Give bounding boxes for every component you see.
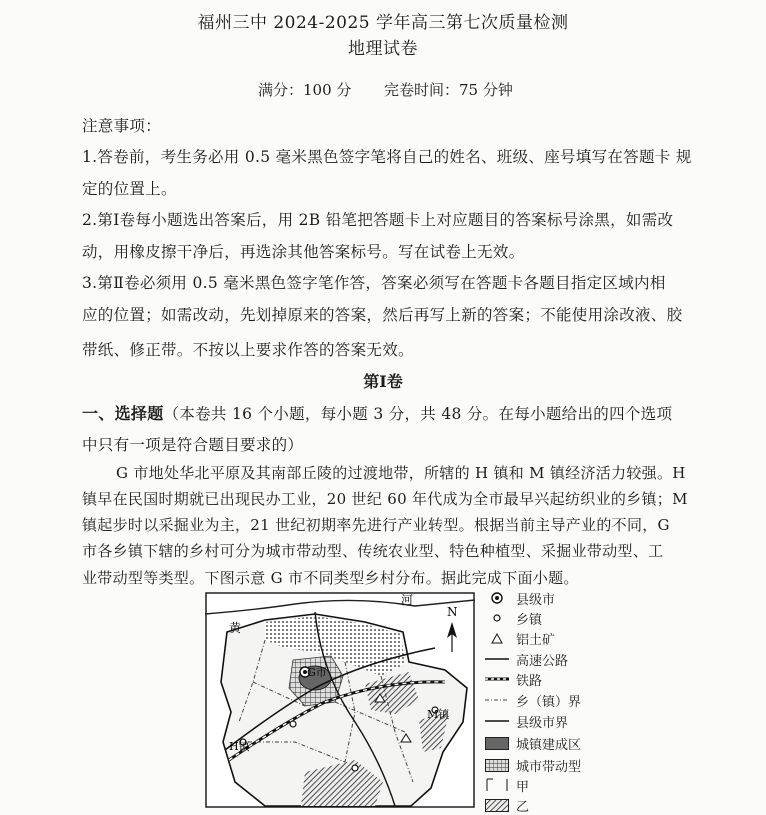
legend-item: 甲 [484, 776, 529, 794]
legend-item: 城市带动型 [484, 756, 581, 774]
notes-line: 动，用橡皮擦干净后，再选涂其他答案标号。写在试卷上无效。 [82, 243, 525, 261]
legend-item: 铝土矿 [484, 629, 555, 647]
part-description-cont: 中只有一项是符合题目要求的） [82, 436, 304, 454]
notes-line: 定的位置上。 [82, 180, 177, 198]
legend-item: 县级市界 [484, 712, 568, 730]
legend-item: 乡（镇）界 [484, 691, 581, 709]
passage-line: 市各乡镇下辖的乡村可分为城市带动型、传统农业型、特色种植型、采掘业带动型、工 [82, 542, 664, 560]
type-a-icon [484, 777, 510, 793]
part-description: （本卷共 16 个小题，每小题 3 分，共 48 分。在每小题给出的四个选项 [163, 405, 673, 423]
county-boundary-icon [484, 713, 510, 729]
part-label: 一、选择题 [82, 404, 164, 423]
notes-line: 2.第Ⅰ卷每小题选出答案后，用 2B 铅笔把答题卡上对应题目的答案标号涂黑，如需改 [82, 211, 674, 229]
legend-item: 铁路 [484, 670, 542, 688]
part-heading [82, 401, 672, 424]
notes-line: 3.第Ⅱ卷必须用 0.5 毫米黑色签字笔作答，答案必须写在答题卡各题目指定区域内相 [82, 274, 666, 292]
exam-subject: 地理试卷 [348, 39, 418, 59]
north-label: N [447, 605, 458, 619]
legend-item: 县级市 [484, 589, 555, 607]
legend-item: 乡镇 [484, 609, 542, 627]
notes-heading: 注意事项： [82, 117, 162, 135]
township-boundary-icon [484, 692, 510, 708]
town-icon [484, 610, 510, 626]
passage-line: 镇起步时以采掘业为主，21 世纪初期率先进行产业转型。根据当前主导产业的不同，G [82, 516, 670, 534]
passage-line: G 市地处华北平原及其南部丘陵的过渡地带，所辖的 H 镇和 M 镇经济活力较强。H [116, 464, 686, 482]
notes-line: 带纸、修正带。不按以上要求作答的答案无效。 [82, 341, 414, 359]
passage-line: 业带动型等类型。下图示意 G 市不同类型乡村分布。据此完成下面小题。 [82, 569, 579, 587]
passage-line: 镇早在民国时期就已出现民办工业，20 世纪 60 年代成为全市最早兴起纺织业的乡镇；M [82, 490, 688, 508]
h-town-label: H镇 [229, 740, 250, 753]
city-driven-icon [484, 757, 510, 773]
river-label: 黄 [229, 621, 242, 635]
full-score: 满分：100 分 [258, 81, 352, 99]
notes-line: 应的位置；如需改动，先划掉原来的答案，然后再写上新的答案；不能使用涂改液、胶 [82, 306, 683, 324]
village-distribution-map [205, 592, 475, 808]
legend-item: 乙 [484, 796, 529, 814]
m-town-label: M镇 [427, 708, 450, 721]
exam-time: 完卷时间：75 分钟 [384, 81, 513, 99]
bauxite-mine-icon [484, 630, 510, 646]
railway-icon [484, 671, 510, 687]
county-city-icon [484, 590, 510, 606]
type-b-icon [484, 797, 510, 813]
notes-line: 1.答卷前，考生务必用 0.5 毫米黑色签字笔将自己的姓名、班级、座号填写在答题卡 规 [82, 148, 692, 166]
g-city-label: G市 [307, 666, 327, 679]
section-title: 第Ⅰ卷 [363, 372, 403, 391]
legend-item: 高速公路 [484, 650, 568, 668]
river-label: 河 [401, 593, 414, 607]
highway-icon [484, 651, 510, 667]
urban-area-icon [484, 735, 510, 751]
legend-item: 城镇建成区 [484, 734, 581, 752]
exam-title: 福州三中 2024-2025 学年高三第七次质量检测 [197, 13, 569, 33]
